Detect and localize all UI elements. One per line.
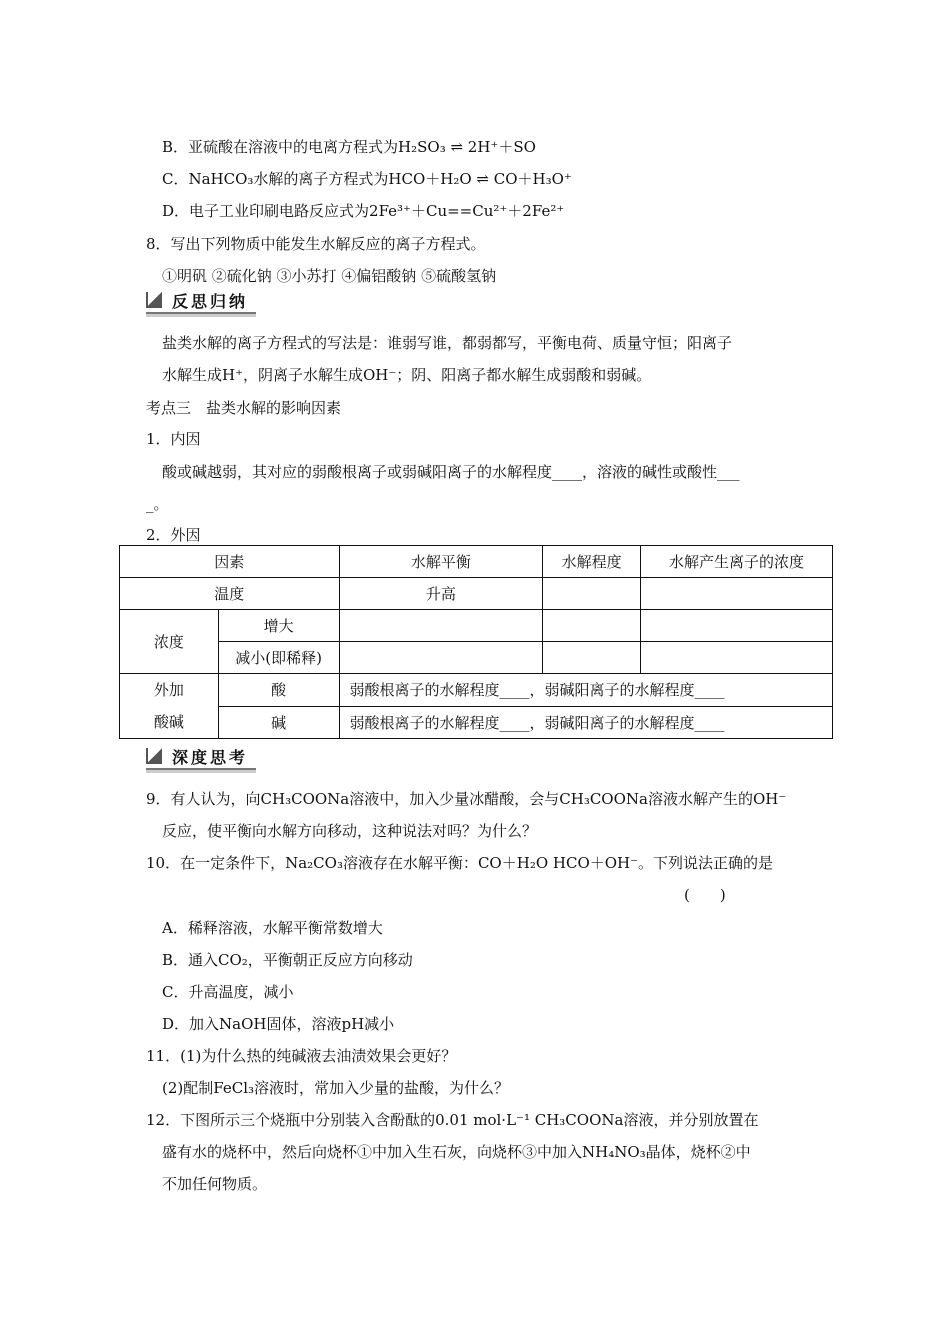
q10-option-c: C．升高温度，减小 [162,983,294,1001]
table-row [120,546,833,578]
inner-cause-text-2: _。 [146,495,169,513]
question-11-part-1: 11．(1)为什么热的纯碱液去油渍效果会更好？ [146,1047,457,1065]
table-cell: 弱酸根离子的水解程度____，弱碱阳离子的水解程度____ [339,674,833,707]
table-cell: 温度 [120,578,340,610]
table-cell [339,642,543,674]
table-cell: 弱酸根离子的水解程度____，弱碱阳离子的水解程度____ [339,706,833,739]
question-10: 10．在一定条件下，Na₂CO₃溶液存在水解平衡：CO＋H₂O HCO＋OH⁻。下列说法正确的是 [146,854,774,872]
q10-option-d: D．加入NaOH固体，溶液pH减小 [162,1015,395,1033]
q7-option-c: C．NaHCO₃水解的离子方程式为HCO＋H₂O ⇌ CO＋H₃O⁺ [162,170,572,188]
q10-option-b: B．通入CO₂，平衡朝正反应方向移动 [162,951,413,969]
heading-triangle-icon [146,748,162,764]
inner-cause-title: 1．内因 [146,430,201,448]
factors-table [119,545,833,739]
table-row [120,674,833,707]
inner-cause-text-1: 酸或碱越弱，其对应的弱酸根离子或弱碱阳离子的水解程度____，溶液的碱性或酸性___ [162,463,740,481]
table-cell [543,610,641,642]
deep-thinking-heading [146,744,256,770]
table-row [120,642,833,674]
question-12-line-2: 盛有水的烧杯中，然后向烧杯①中加入生石灰，向烧杯③中加入NH₄NO₃晶体，烧杯②中 [162,1143,751,1161]
table-cell: 升高 [339,578,543,610]
table-row [120,610,833,642]
answer-parentheses: ( ) [684,886,726,904]
summary-line-2: 水解生成H⁺，阴离子水解生成OH⁻；阴、阳离子都水解生成弱酸和弱碱。 [162,366,652,384]
summary-line-1: 盐类水解的离子方程式的写法是：谁弱写谁，都弱都写，平衡电荷、质量守恒；阳离子 [162,334,733,352]
question-11-part-2: (2)配制FeCl₃溶液时，常加入少量的盐酸，为什么？ [162,1079,510,1097]
question-12-line-3: 不加任何物质。 [162,1175,268,1193]
table-cell [339,610,543,642]
section-title-kd3: 考点三 盐类水解的影响因素 [146,399,342,417]
heading-triangle-icon [146,292,162,308]
q10-option-a: A．稀释溶液，水解平衡常数增大 [162,919,383,937]
table-cell [543,578,641,610]
table-cell [641,578,833,610]
table-cell [641,610,833,642]
table-cell [641,642,833,674]
outer-cause-title: 2．外因 [146,526,201,544]
question-12-line-1: 12．下图所示三个烧瓶中分别装入含酚酞的0.01 mol·L⁻¹ CH₃COONa溶液，并分别放置在 [146,1111,759,1129]
table-row [120,706,833,739]
table-header-cell: 水解产生离子的浓度 [641,546,833,578]
q7-option-d: D．电子工业印刷电路反应式为2Fe³⁺＋Cu==Cu²⁺＋2Fe²⁺ [162,202,565,220]
table-header-cell: 水解平衡 [339,546,543,578]
reflect-heading [146,288,256,314]
question-9-line-2: 反应，使平衡向水解方向移动，这种说法对吗？为什么？ [162,822,538,840]
table-cell: 碱 [218,706,339,739]
reflect-heading-text: 反思归纳 [172,292,249,311]
q7-option-b: B．亚硫酸在溶液中的电离方程式为H₂SO₃ ⇌ 2H⁺＋SO [162,138,536,156]
question-8: 8．写出下列物质中能发生水解反应的离子方程式。 [146,235,486,253]
table-row [120,578,833,610]
table-cell: 外加 酸碱 [120,674,219,739]
table-cell: 浓度 [120,610,219,674]
table-cell: 增大 [218,610,339,642]
table-cell [543,642,641,674]
table-header-cell: 因素 [120,546,340,578]
deep-thinking-heading-text: 深度思考 [172,748,249,767]
question-9-line-1: 9．有人认为，向CH₃COONa溶液中，加入少量冰醋酸，会与CH₃COONa溶液水解产生的OH⁻ [146,790,787,808]
table-cell: 酸 [218,674,339,707]
question-8-items: ①明矾 ②硫化钠 ③小苏打 ④偏铝酸钠 ⑤硫酸氢钠 [162,267,497,285]
table-header-cell: 水解程度 [543,546,641,578]
table-cell: 减小(即稀释) [218,642,339,674]
